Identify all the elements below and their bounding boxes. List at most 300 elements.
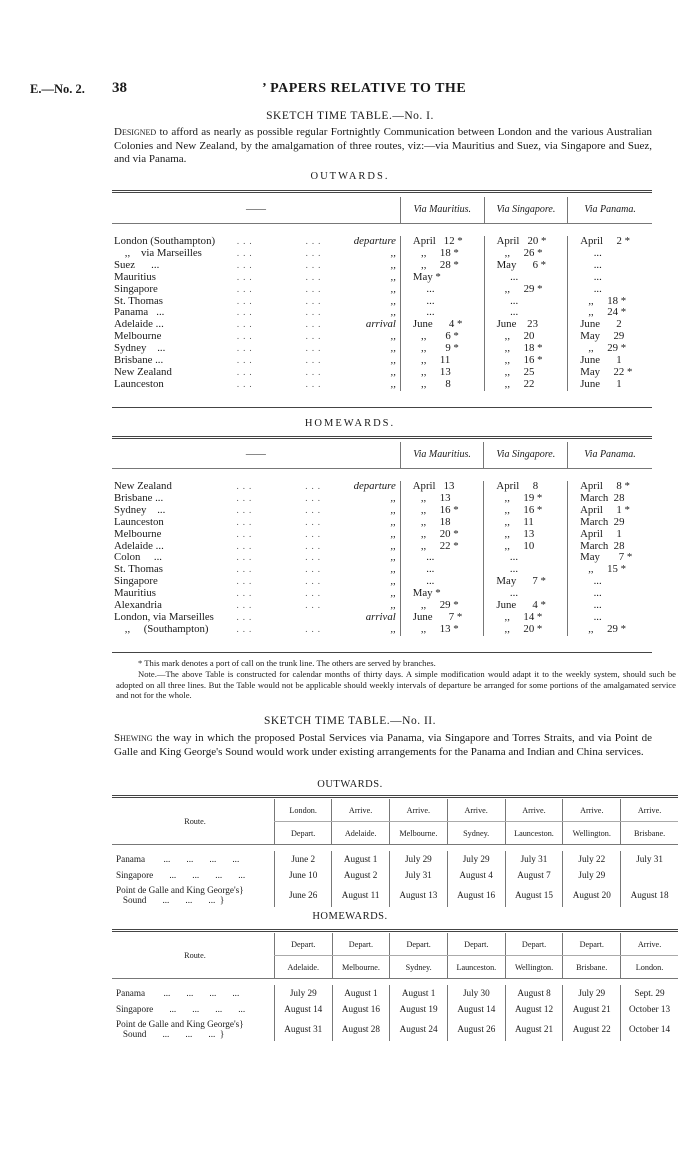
date-cell: April 20 *: [484, 236, 568, 248]
date-cell: July 31: [390, 867, 448, 883]
column-header: Depart.: [390, 933, 448, 956]
leader-dots: ... ...: [236, 366, 325, 377]
route-cell: [112, 1001, 274, 1017]
column-header: Depart.: [274, 933, 332, 956]
date-cell: June 7 *: [400, 612, 484, 624]
column-header: Melbourne.: [332, 956, 390, 979]
date-cell: March 29: [568, 517, 652, 529]
date-cell: ,, 29 *: [568, 343, 652, 355]
table-row: [112, 883, 678, 907]
date-cell: August 2: [332, 867, 390, 883]
event-cell: ,,: [390, 491, 396, 504]
event-cell: ,,: [390, 365, 396, 378]
table-row: [112, 379, 652, 391]
event-cell: ,,: [390, 294, 396, 307]
event-cell: ,,: [390, 527, 396, 540]
date-cell: August 21: [505, 1017, 563, 1041]
date-cell: March 28: [568, 541, 652, 553]
date-cell: July 29: [563, 867, 621, 883]
date-cell: August 1: [332, 851, 390, 867]
route-header: Route.: [112, 799, 275, 845]
date-cell: ,, 22: [484, 379, 568, 391]
date-cell: August 4: [447, 867, 505, 883]
leader-dots: ... ...: [236, 623, 325, 634]
date-cell: April 12 *: [400, 236, 484, 248]
date-cell: August 21: [563, 1001, 621, 1017]
date-cell: August 28: [332, 1017, 390, 1041]
table2-intro-text: the way in which the proposed Postal Services via Panama, via Singapore and Torres Straits, and via Point de Galle and King George's Sound would work under existing arrangements for the Panama and Indian and China services.: [114, 732, 652, 758]
date-cell: August 22: [563, 1017, 621, 1041]
leader-dots: ... ...: [236, 600, 325, 611]
table-row: [112, 296, 652, 308]
date-cell: August 14: [274, 1001, 332, 1017]
event-cell: ,,: [390, 563, 396, 576]
route-cell: [112, 867, 275, 883]
date-cell: ,, 16 *: [484, 355, 568, 367]
event-cell: ,,: [390, 539, 396, 552]
table1-outwards-corner: ——: [245, 204, 266, 216]
table-row: [112, 552, 652, 564]
date-cell: ,, 22 *: [400, 541, 484, 553]
date-cell: August 16: [447, 883, 505, 907]
footnote-asterisk: * This mark denotes a port of call on the trunk line. The others are served by branches.: [138, 658, 436, 668]
date-cell: July 31: [621, 851, 678, 867]
column-header: Wellington.: [505, 956, 563, 979]
date-cell: ,, 25: [484, 367, 568, 379]
column-header: Arrive.: [390, 799, 448, 822]
date-cell: ,, 16 *: [484, 505, 568, 517]
date-cell: August 19: [390, 1001, 448, 1017]
place-cell: Mauritius: [114, 270, 156, 283]
event-cell: ,,: [390, 503, 396, 516]
leader-dots: ... ...: [236, 564, 325, 575]
event-cell: departure: [353, 480, 396, 492]
date-cell: ,, 18 *: [400, 248, 484, 260]
route-name: Singapore ... ... ... ...: [116, 1004, 246, 1014]
table-row: [112, 529, 652, 541]
date-cell: August 14: [447, 1001, 505, 1017]
date-cell: August 1: [332, 985, 390, 1001]
date-cell: June 4 *: [484, 600, 568, 612]
date-cell: ,, 13 *: [400, 624, 484, 636]
date-cell: April 8 *: [568, 481, 652, 493]
date-cell: ,, 18: [400, 517, 484, 529]
table2-homewards-heading: HOMEWARDS.: [312, 911, 388, 922]
event-cell: departure: [353, 235, 396, 247]
column-header: Sydney.: [447, 822, 505, 845]
table1-intro-lead: Designed: [114, 126, 157, 138]
date-cell: August 16: [332, 1001, 390, 1017]
leader-dots: ... ...: [236, 236, 325, 246]
col-via-panama: Via Panama.: [568, 442, 652, 469]
date-cell: August 15: [505, 883, 563, 907]
date-cell: August 11: [332, 883, 390, 907]
event-cell: ,,: [390, 587, 396, 600]
leader-dots: ... ...: [236, 504, 325, 515]
date-cell: June 4 *: [400, 319, 484, 331]
place-cell: London, via Marseilles: [114, 610, 214, 623]
route-name: Point de Galle and King George's}: [116, 1019, 244, 1029]
table1-homewards-corner: ——: [245, 449, 266, 461]
date-cell: ,, 26 *: [484, 248, 568, 260]
column-header: Arrive.: [621, 933, 678, 956]
route-name-cont: Sound ... ... ... }: [116, 895, 225, 905]
table-row: [112, 1017, 678, 1041]
col-via-mauritius: Via Mauritius.: [400, 197, 484, 224]
column-header: Depart.: [563, 933, 621, 956]
footnote-note: Note.—The above Table is constructed for calendar months of thirty days. A simple modification would adapt it to the weekly system, should such be adopted on all three lines. But the Table would not be applicable should weekly intervals of departure be arranged for some portions of the amalgamated service and not for the whole.: [116, 669, 676, 700]
date-cell: ,, 14 *: [484, 612, 568, 624]
table-row: [112, 588, 652, 600]
table-row: [112, 624, 652, 636]
event-cell: ,,: [390, 599, 396, 612]
date-cell: August 20: [563, 883, 621, 907]
place-cell: Colon ...: [114, 551, 162, 564]
column-header: Adelaide.: [332, 822, 390, 845]
place-cell: Launceston: [114, 377, 164, 390]
table-row: [112, 260, 652, 272]
place-cell: Brisbane ...: [114, 354, 164, 367]
event-cell: ,,: [390, 246, 396, 259]
event-cell: ,,: [390, 270, 396, 283]
table-rule: [112, 795, 678, 798]
leader-dots: ... ...: [236, 331, 325, 342]
date-cell: August 18: [621, 883, 678, 907]
date-cell: ,, 13: [400, 367, 484, 379]
date-cell: April 1: [568, 529, 652, 541]
table1-intro: [114, 126, 652, 167]
table-row: [112, 248, 652, 260]
leader-dots: ... ...: [236, 492, 325, 503]
event-cell: ,,: [390, 354, 396, 367]
date-cell: June 1: [568, 355, 652, 367]
column-header: Arrive.: [505, 799, 563, 822]
date-cell: ,, 10: [484, 541, 568, 553]
route-cell: [112, 851, 275, 867]
date-cell: ...: [568, 284, 652, 296]
column-header: London.: [275, 799, 332, 822]
leader-dots: ... ...: [236, 247, 325, 258]
route-name-cont: Sound ... ... ... }: [116, 1029, 225, 1039]
date-cell: October 14: [621, 1017, 678, 1041]
date-cell: August 12: [505, 1001, 563, 1017]
leader-dots: ... ...: [236, 576, 325, 587]
date-cell: April 1 *: [568, 505, 652, 517]
date-cell: April 13: [400, 481, 484, 493]
date-cell: ...: [400, 307, 484, 319]
route-header: Route.: [112, 933, 274, 979]
table2-outwards: [112, 799, 678, 907]
leader-dots: ... ...: [236, 588, 325, 599]
table-row: [112, 355, 652, 367]
place-cell: ,, via Marseilles: [114, 246, 202, 259]
table-row: [112, 493, 652, 505]
table-rule: [112, 407, 652, 408]
place-cell: Launceston: [114, 515, 164, 528]
leader-dots: ... ...: [236, 271, 325, 282]
route-name: Point de Galle and King George's}: [116, 885, 244, 895]
table-row: [112, 505, 652, 517]
column-header: Brisbane.: [563, 956, 621, 979]
event-cell: ,,: [390, 330, 396, 343]
event-cell: ,,: [390, 377, 396, 390]
header-row: [112, 799, 678, 822]
event-cell: ,,: [390, 306, 396, 319]
date-cell: Sept. 29: [621, 985, 678, 1001]
date-cell: ...: [568, 248, 652, 260]
date-cell: ,, 13: [484, 529, 568, 541]
column-header: Depart.: [332, 933, 390, 956]
place-cell: Suez ...: [114, 258, 160, 271]
date-cell: May 7 *: [568, 552, 652, 564]
route-name: Panama ... ... ... ...: [116, 854, 240, 864]
place-cell: Sydney ...: [114, 503, 166, 516]
date-cell: August 8: [505, 985, 563, 1001]
leader-dots: ... ...: [236, 552, 325, 563]
event-cell: ,,: [390, 282, 396, 295]
place-cell: Sydney ...: [114, 342, 166, 355]
leader-dots: ... ...: [236, 343, 325, 354]
date-cell: May 29: [568, 331, 652, 343]
place-cell: New Zealand: [114, 480, 172, 492]
document-code: E.—No. 2.: [30, 82, 85, 96]
date-cell: June 2: [568, 319, 652, 331]
date-cell: ...: [568, 576, 652, 588]
leader-dots: ... ...: [236, 481, 325, 491]
table-row: [112, 272, 652, 284]
event-cell: arrival: [365, 610, 396, 623]
event-cell: ,,: [390, 258, 396, 271]
table-row: [112, 541, 652, 553]
column-header: Arrive.: [447, 799, 505, 822]
table1-outwards: [112, 197, 652, 391]
col-via-panama: Via Panama.: [568, 197, 652, 224]
place-cell: ,, (Southampton): [114, 622, 209, 635]
date-cell: ,, 29 *: [400, 600, 484, 612]
leader-dots: ... ...: [236, 307, 325, 318]
column-header: Launceston.: [447, 956, 505, 979]
table1-homewards-heading: HOMEWARDS.: [304, 418, 396, 429]
route-cell: [112, 985, 274, 1001]
route-cell: [112, 883, 275, 907]
col-via-singapore: Via Singapore.: [484, 442, 568, 469]
leader-dots: ... ...: [236, 259, 325, 270]
column-header: Melbourne.: [390, 822, 448, 845]
route-name: Panama ... ... ... ...: [116, 988, 240, 998]
place-cell: Panama ...: [114, 306, 165, 319]
date-cell: ...: [484, 564, 568, 576]
date-cell: August 31: [274, 1017, 332, 1041]
date-cell: August 1: [390, 985, 448, 1001]
table-row: [112, 576, 652, 588]
date-cell: ...: [568, 600, 652, 612]
date-cell: ...: [400, 296, 484, 308]
column-header: Arrive.: [563, 799, 621, 822]
date-cell: July 29: [563, 985, 621, 1001]
date-cell: June 2: [275, 851, 332, 867]
leader-dots: ... ...: [236, 319, 325, 330]
date-cell: ,, 13: [400, 493, 484, 505]
table1-outwards-heading: OUTWARDS.: [310, 171, 390, 182]
date-cell: ...: [400, 576, 484, 588]
route-cell: [112, 1017, 274, 1041]
date-cell: May *: [400, 272, 484, 284]
event-cell: arrival: [365, 318, 396, 331]
running-header: [0, 80, 700, 100]
date-cell: ,, 20 *: [400, 529, 484, 541]
table-rule: [112, 436, 652, 439]
leader-dots: ... ...: [236, 540, 325, 551]
event-cell: ,,: [390, 575, 396, 588]
leader-dots: ...: [236, 611, 256, 622]
place-cell: Alexandria: [114, 599, 162, 612]
leader-dots: ... ...: [236, 283, 325, 294]
leader-dots: ... ...: [236, 378, 325, 389]
date-cell: ,, 18 *: [484, 343, 568, 355]
date-cell: ,, 9 *: [400, 343, 484, 355]
table-row: [112, 319, 652, 331]
table-rule: [112, 929, 678, 932]
place-cell: St. Thomas: [114, 563, 163, 576]
table2-outwards-heading: OUTWARDS.: [317, 779, 383, 790]
date-cell: ,, 8: [400, 379, 484, 391]
date-cell: ...: [484, 588, 568, 600]
place-cell: New Zealand: [114, 365, 172, 378]
table-row: [112, 367, 652, 379]
date-cell: June 10: [275, 867, 332, 883]
date-cell: August 7: [505, 867, 563, 883]
place-cell: Brisbane ...: [114, 491, 164, 504]
table-row: [112, 481, 652, 493]
date-cell: ...: [400, 284, 484, 296]
column-header: Sydney.: [390, 956, 448, 979]
place-cell: Mauritius: [114, 587, 156, 600]
event-cell: ,,: [390, 551, 396, 564]
table-rule: [112, 190, 652, 193]
date-cell: ...: [484, 296, 568, 308]
column-header: Adelaide.: [274, 956, 332, 979]
column-header: Arrive.: [621, 799, 678, 822]
event-cell: ,,: [390, 515, 396, 528]
date-cell: ...: [484, 307, 568, 319]
column-header: Launceston.: [505, 822, 563, 845]
date-cell: May 6 *: [484, 260, 568, 272]
route-name: Singapore ... ... ... ...: [116, 870, 246, 880]
date-cell: June 26: [275, 883, 332, 907]
date-cell: ,, 15 *: [568, 564, 652, 576]
date-cell: July 29: [274, 985, 332, 1001]
table-row: [112, 564, 652, 576]
date-cell: ,, 19 *: [484, 493, 568, 505]
table-row: [112, 343, 652, 355]
place-cell: St. Thomas: [114, 294, 163, 307]
date-cell: ...: [568, 272, 652, 284]
date-cell: ,, 11: [400, 355, 484, 367]
column-header: Depart.: [275, 822, 332, 845]
date-cell: ...: [568, 612, 652, 624]
header-row: [112, 933, 678, 956]
date-cell: July 31: [505, 851, 563, 867]
place-cell: Melbourne: [114, 330, 162, 343]
date-cell: July 29: [447, 851, 505, 867]
empty-cell: [621, 867, 678, 883]
date-cell: June 1: [568, 379, 652, 391]
date-cell: ,, 11: [484, 517, 568, 529]
table2-title: SKETCH TIME TABLE.—No. II.: [263, 715, 436, 727]
place-cell: Adelaide ...: [114, 539, 164, 552]
leader-dots: ... ...: [236, 295, 325, 306]
date-cell: July 30: [447, 985, 505, 1001]
date-cell: June 23: [484, 319, 568, 331]
place-cell: Singapore: [114, 282, 158, 295]
date-cell: ,, 28 *: [400, 260, 484, 272]
date-cell: ...: [400, 564, 484, 576]
date-cell: ...: [568, 588, 652, 600]
table-rule: [112, 652, 652, 653]
date-cell: July 29: [390, 851, 448, 867]
table-row: [112, 985, 678, 1001]
leader-dots: ... ...: [236, 355, 325, 366]
date-cell: ...: [400, 552, 484, 564]
table-row: [112, 851, 678, 867]
event-cell: ,,: [390, 622, 396, 635]
date-cell: August 24: [390, 1017, 448, 1041]
place-cell: Adelaide ...: [114, 318, 164, 331]
date-cell: ,, 20 *: [484, 624, 568, 636]
date-cell: August 26: [447, 1017, 505, 1041]
event-cell: ,,: [390, 342, 396, 355]
date-cell: May *: [400, 588, 484, 600]
date-cell: August 13: [390, 883, 448, 907]
date-cell: ,, 18 *: [568, 296, 652, 308]
place-cell: Melbourne: [114, 527, 162, 540]
date-cell: ,, 29 *: [568, 624, 652, 636]
table-row: [112, 1001, 678, 1017]
date-cell: July 22: [563, 851, 621, 867]
table1-title: SKETCH TIME TABLE.—No. I.: [266, 110, 434, 122]
date-cell: ...: [568, 260, 652, 272]
table2-intro: [114, 732, 652, 759]
date-cell: ,, 16 *: [400, 505, 484, 517]
date-cell: ,, 24 *: [568, 307, 652, 319]
column-header: Brisbane.: [621, 822, 678, 845]
table1-homewards: [112, 442, 652, 636]
column-header: Depart.: [447, 933, 505, 956]
place-cell: Singapore: [114, 575, 158, 588]
column-header: Arrive.: [332, 799, 390, 822]
table1-intro-text: to afford as nearly as possible regular Fortnightly Communication between London and the various Australian Colonies and New Zealand, by the amalgamation of three routes, viz:—via Mauritius and Suez, via Singapore and Suez, and via Panama.: [114, 126, 652, 165]
table-row: [112, 867, 678, 883]
date-cell: March 28: [568, 493, 652, 505]
page-number: 38: [112, 80, 127, 96]
place-cell: London (Southampton): [114, 235, 216, 247]
table2-intro-lead: Shewing: [114, 732, 153, 744]
leader-dots: ... ...: [236, 528, 325, 539]
date-cell: May 22 *: [568, 367, 652, 379]
date-cell: ...: [484, 552, 568, 564]
date-cell: April 2 *: [568, 236, 652, 248]
date-cell: October 13: [621, 1001, 678, 1017]
col-via-singapore: Via Singapore.: [484, 197, 568, 224]
date-cell: ,, 6 *: [400, 331, 484, 343]
leader-dots: ... ...: [236, 516, 325, 527]
running-title: ’ PAPERS RELATIVE TO THE: [262, 81, 467, 96]
date-cell: May 7 *: [484, 576, 568, 588]
date-cell: ,, 29 *: [484, 284, 568, 296]
column-header: London.: [621, 956, 678, 979]
table-row: [112, 517, 652, 529]
table-row: [112, 284, 652, 296]
